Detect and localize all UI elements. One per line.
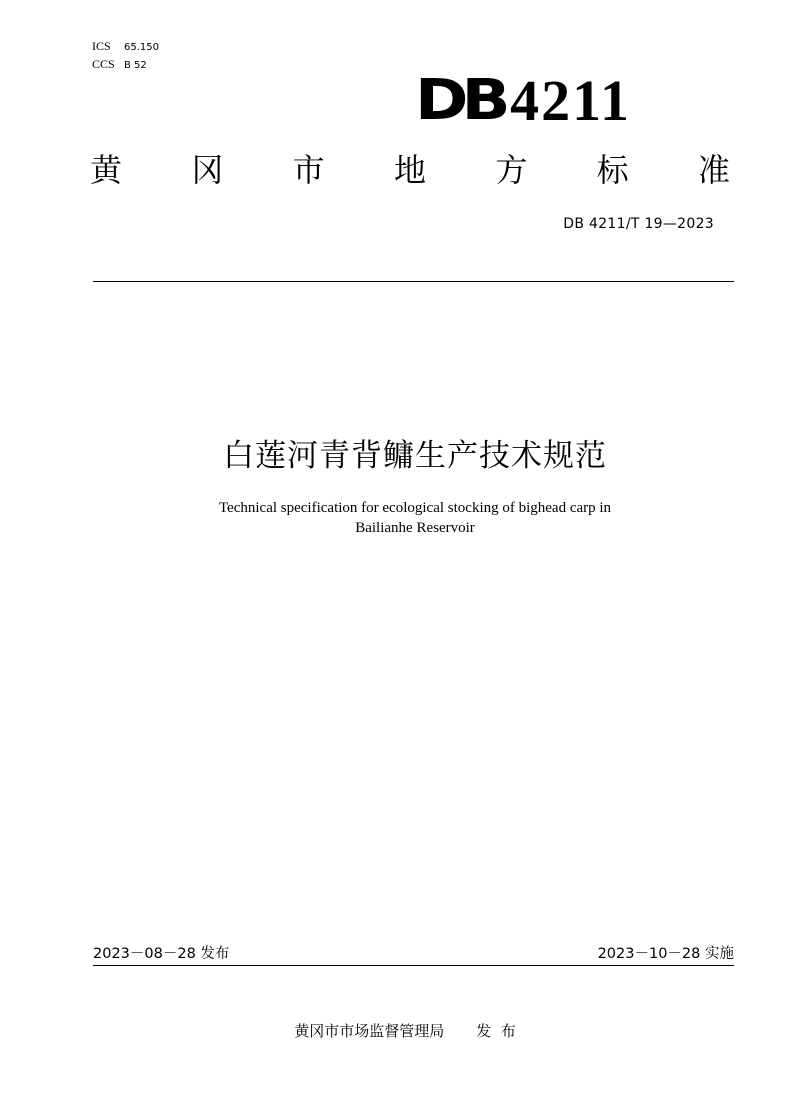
implementation-date: 2023－10－28 实施 — [597, 946, 734, 962]
standard-number: DB 4211/T 19—2023 — [563, 216, 714, 232]
document-title-en-line2: Bailianhe Reservoir — [355, 520, 475, 536]
footer-divider — [93, 965, 734, 966]
standard-type-char: 准 — [697, 151, 730, 189]
issue-date: 2023－08－28 发布 — [93, 946, 230, 962]
ics-label: ICS — [92, 39, 111, 53]
ccs-value: B 52 — [124, 60, 147, 71]
ics-row — [92, 38, 159, 56]
publisher-org: 黄冈市市场监督管理局 — [294, 1022, 445, 1040]
db-prefix: DB — [415, 68, 504, 133]
standard-type-char: 地 — [393, 151, 426, 189]
document-title-en — [0, 498, 790, 538]
standard-type-title — [90, 150, 730, 190]
standard-type-char: 冈 — [191, 151, 224, 189]
publisher — [0, 1020, 790, 1041]
classification-codes — [92, 38, 159, 74]
ccs-row — [92, 56, 159, 74]
standard-type-char: 黄 — [90, 151, 123, 189]
db-code-logo — [415, 66, 631, 133]
header-divider — [93, 281, 734, 282]
ccs-label: CCS — [92, 57, 115, 71]
document-title-en-line1: Technical specification for ecological stocking of bighead carp in — [218, 500, 612, 516]
standard-type-char: 市 — [292, 151, 325, 189]
document-title-zh: 白莲河青背鳙生产技术规范 — [223, 438, 607, 474]
standard-type-char: 方 — [495, 151, 528, 189]
publisher-action: 发 布 — [476, 1022, 516, 1040]
standard-type-char: 标 — [596, 151, 629, 189]
ics-value: 65.150 — [124, 42, 159, 53]
db-number: 4211 — [510, 68, 631, 133]
